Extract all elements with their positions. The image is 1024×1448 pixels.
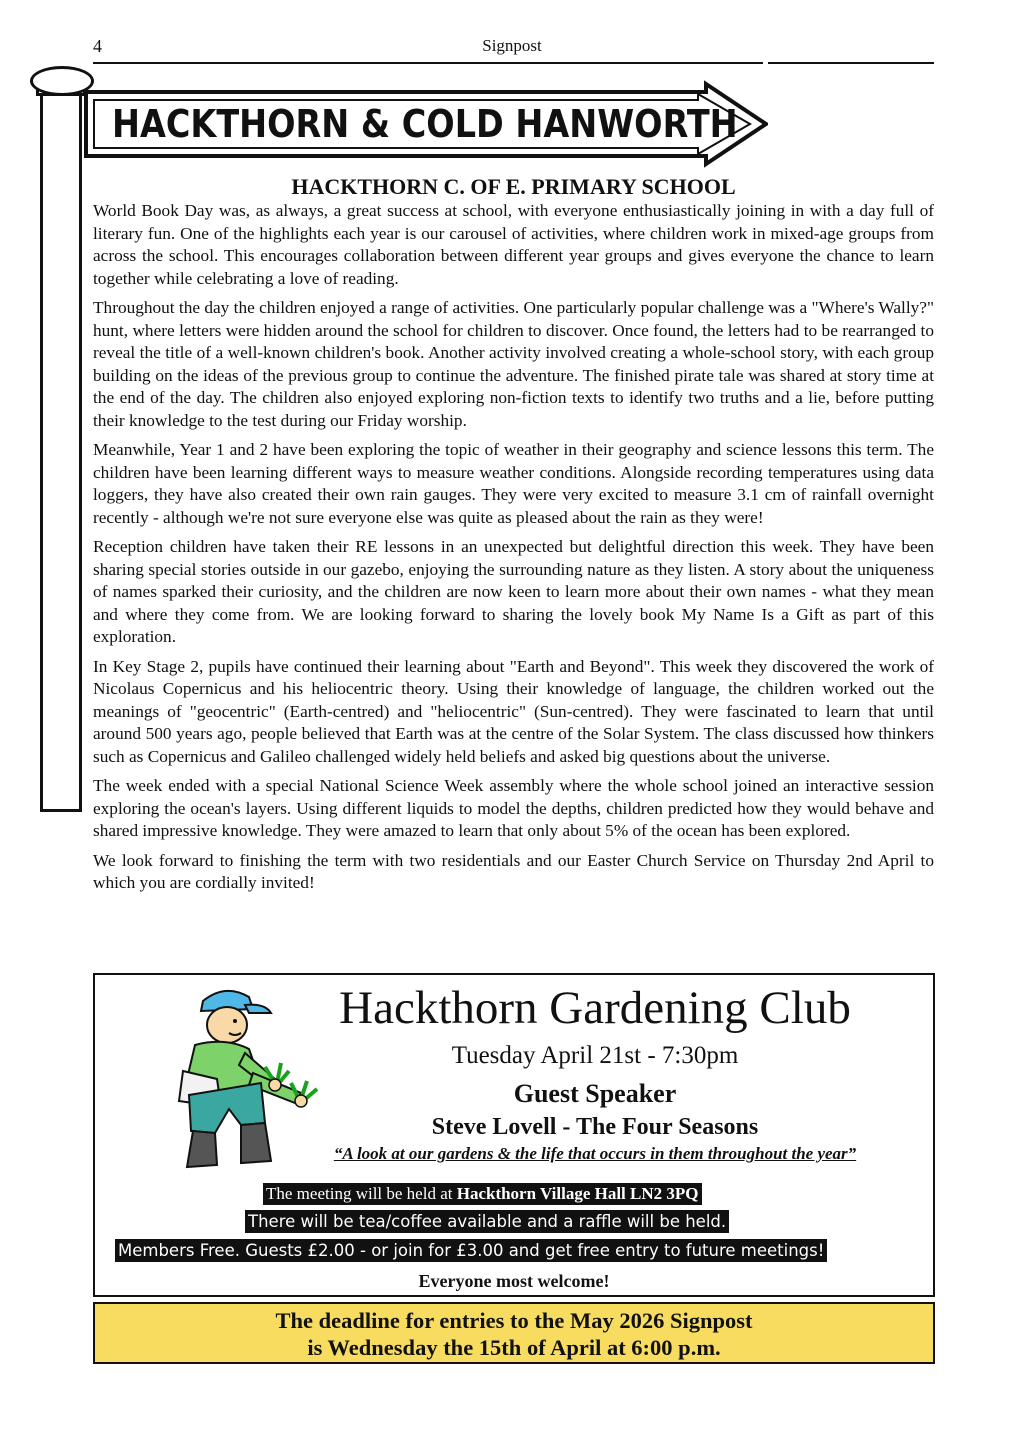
school-heading: HACKTHORN C. OF E. PRIMARY SCHOOL	[291, 174, 736, 199]
club-date: Tuesday April 21st - 7:30pm	[451, 1042, 739, 1069]
deadline-line1: The deadline for entries to the May 2026 Signpost	[275, 1308, 753, 1333]
paragraph: The week ended with a special National Science Week assembly where the whole school joined an interactive session exploring the ocean's layers. Using different liquids to model the depths, children predicted how they would behave and shared impressive knowledge. They were amazed to learn that only about 5% of the ocean has been explored.	[93, 776, 934, 840]
fees-bar: Members Free. Guests £2.00 - or join for £3.00 and get free entry to future meetings!	[115, 1239, 827, 1262]
venue-bar	[263, 1183, 702, 1205]
paragraph: Meanwhile, Year 1 and 2 have been exploring the topic of weather in their geography and science lessons this term. The children have been learning different ways to measure weather conditions. Alongside recording temperatures using data loggers, they have also created their own rain gauges. They were very excited to measure 3.1 cm of rainfall overnight recently - although we're not sure everyone else was quite as pleased about the rain as they were!	[93, 440, 934, 527]
banner-title: HACKTHORN & COLD HANWORTH	[112, 102, 738, 146]
guest-label: Guest Speaker	[513, 1079, 677, 1108]
refreshments-bar: There will be tea/coffee available and a raffle will be held.	[245, 1210, 729, 1233]
talk-quote: “A look at our gardens & the life that occurs in them throughout the year”	[333, 1144, 857, 1163]
page-number: 4	[93, 36, 102, 56]
deadline-box	[93, 1302, 935, 1364]
venue-prefix: The meeting will be held at	[266, 1184, 457, 1203]
gardening-club-notice	[93, 973, 935, 1297]
paragraph: In Key Stage 2, pupils have continued their learning about "Earth and Beyond". This week they discovered the work of Nicolaus Copernicus and his heliocentric theory. Using their knowledge of language, the children worked out the meanings of "geocentric" (Earth-centred) and "heliocentric" (Sun-centred). They were fascinated to learn that until around 500 years ago, people believed that Earth was at the centre of the Solar System. The class discussed how thinkers such as Copernicus and Galileo challenged widely held beliefs and asked big questions about the universe.	[93, 656, 934, 766]
school-article	[93, 200, 934, 902]
header-rule	[93, 62, 763, 64]
speaker: Steve Lovell - The Four Seasons	[431, 1114, 759, 1140]
venue: Hackthorn Village Hall LN2 3PQ	[456, 1184, 699, 1203]
club-title: Hackthorn Gardening Club	[339, 982, 851, 1034]
header-rule-right	[768, 62, 934, 64]
publication-title: Signpost	[482, 36, 542, 55]
paragraph: Reception children have taken their RE lessons in an unexpected but delightful direction this week. They have been sharing special stories outside in our gazebo, enjoying the surrounding nature as they listen. A story about the uniqueness of names sparked their curiosity, and the children are now keen to learn more about their own names - what they mean and where they come from. We are looking forward to sharing the lovely book My Name Is a Gift as part of this exploration.	[93, 537, 934, 646]
deadline-line2: is Wednesday the 15th of April at 6:00 p.m.	[307, 1335, 721, 1360]
paragraph: World Book Day was, as always, a great success at school, with everyone enthusiastically joining in with a day full of literary fun. One of the highlights each year is our carousel of activities, where children work in mixed-age groups from across the school. This encourages collaboration between different year groups and gives everyone the chance to learn together while celebrating a love of reading.	[93, 201, 934, 288]
welcome-text: Everyone most welcome!	[418, 1271, 610, 1291]
paragraph: We look forward to finishing the term with two residentials and our Easter Church Service on Thursday 2nd April to which you are cordially invited!	[93, 850, 934, 892]
paragraph: Throughout the day the children enjoyed a range of activities. One particularly popular challenge was a "Where's Wally?" hunt, where letters were hidden around the school for children to discover. Once found, the letters had to be rearranged to reveal the title of a well-known children's book. Another activity involved creating a whole-school story, with each group building on the ideas of the previous group to continue the adventure. The finished pirate tale was shared at story time at the end of the day. The children also enjoyed exploring non-fiction texts to identify two truths and a lie, before putting their knowledge to the test during our Friday worship.	[93, 298, 934, 430]
signpost-pole	[40, 92, 82, 812]
